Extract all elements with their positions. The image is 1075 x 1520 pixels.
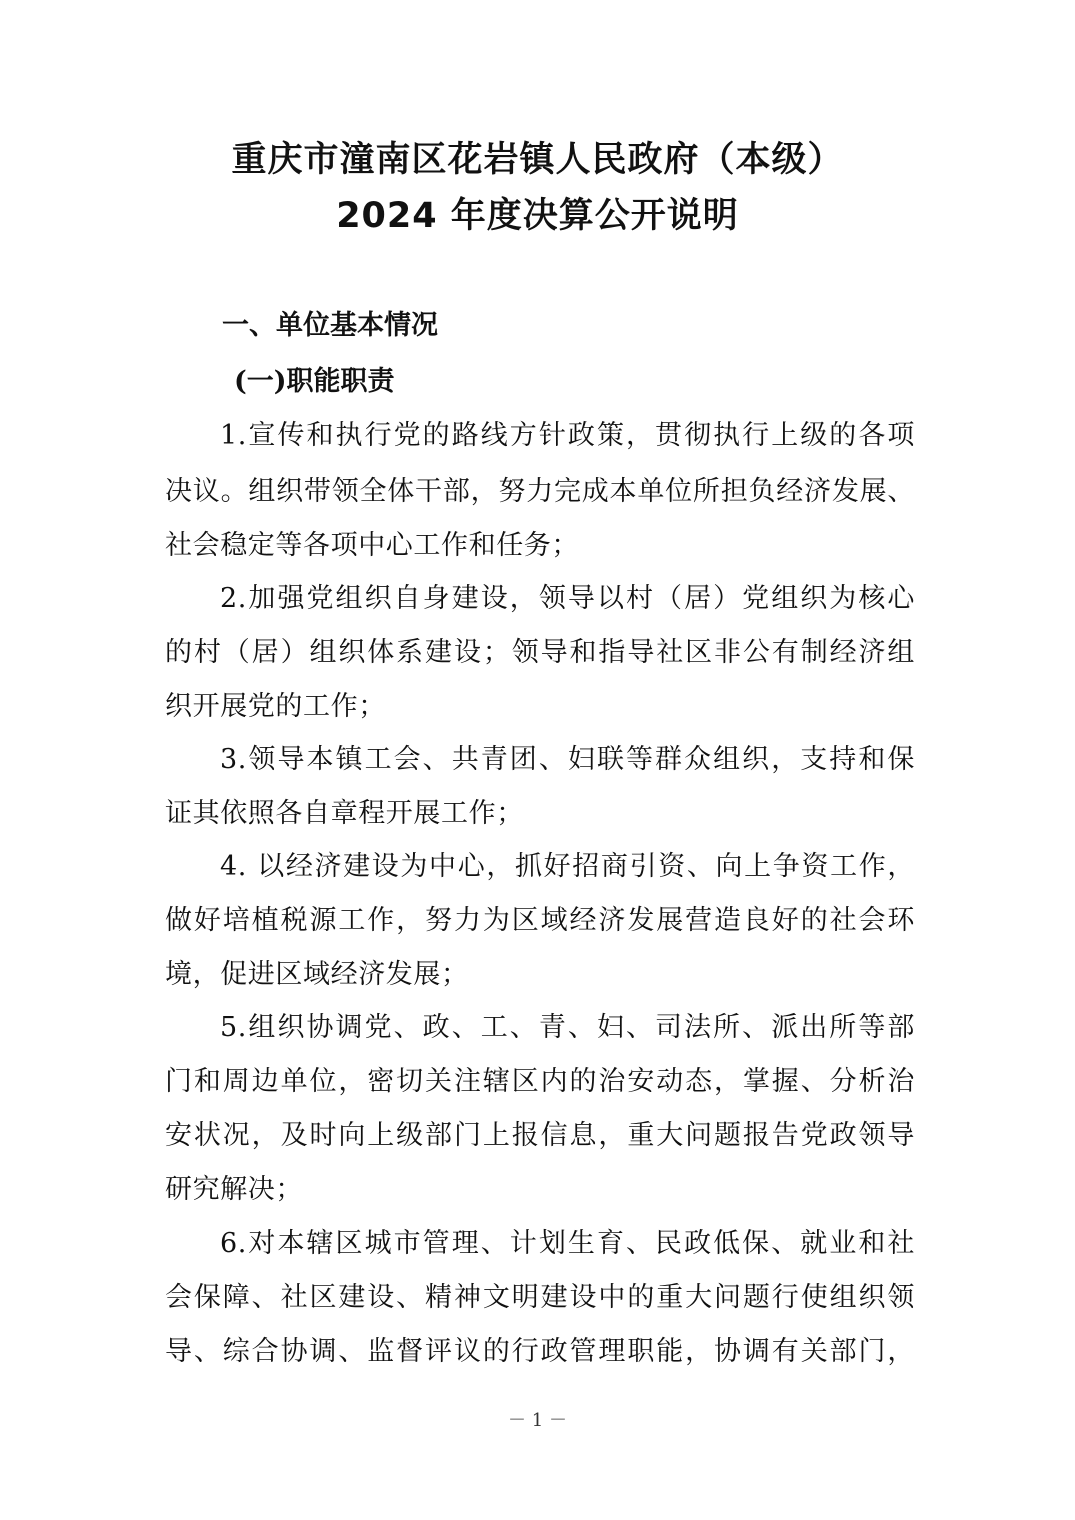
paragraph-line: 导、综合协调、监督评议的行政管理职能，协调有关部门， (165, 1336, 915, 1367)
paragraph-line: 门和周边单位，密切关注辖区内的治安动态，掌握、分析治 (165, 1066, 915, 1097)
page-number: － 1 － (508, 1410, 567, 1431)
subsection-heading: (一)职能职责 (234, 366, 395, 397)
paragraph-line: 织开展党的工作； (165, 691, 386, 722)
paragraph-line: 的村（居）组织体系建设；领导和指导社区非公有制经济组 (165, 637, 915, 668)
paragraph-line: 4. 以经济建设为中心，抓好招商引资、向上争资工作， (220, 851, 915, 882)
paragraph-line: 2.加强党组织自身建设，领导以村（居）党组织为核心 (220, 583, 915, 614)
paragraph-line: 境，促进区域经济发展； (165, 959, 469, 990)
section-heading: 一、单位基本情况 (222, 310, 438, 341)
paragraph-line: 会保障、社区建设、精神文明建设中的重大问题行使组织领 (165, 1282, 915, 1313)
paragraph-line: 1.宣传和执行党的路线方针政策，贯彻执行上级的各项 (220, 420, 915, 451)
paragraph-line: 证其依照各自章程开展工作； (165, 798, 524, 829)
document-title-line-1: 重庆市潼南区花岩镇人民政府（本级） (231, 140, 844, 180)
document-title-line-2: 2024 年度决算公开说明 (336, 196, 739, 236)
paragraph-line: 6.对本辖区城市管理、计划生育、民政低保、就业和社 (220, 1228, 915, 1259)
paragraph-line: 研究解决； (165, 1174, 303, 1205)
paragraph-line: 做好培植税源工作，努力为区域经济发展营造良好的社会环 (165, 905, 915, 936)
paragraph-line: 社会稳定等各项中心工作和任务； (165, 530, 579, 561)
paragraph-line: 安状况，及时向上级部门上报信息，重大问题报告党政领导 (165, 1120, 915, 1151)
paragraph-line: 决议。组织带领全体干部，努力完成本单位所担负经济发展、 (165, 476, 915, 507)
paragraph-line: 5.组织协调党、政、工、青、妇、司法所、派出所等部 (220, 1012, 915, 1043)
paragraph-line: 3.领导本镇工会、共青团、妇联等群众组织，支持和保 (220, 744, 915, 775)
